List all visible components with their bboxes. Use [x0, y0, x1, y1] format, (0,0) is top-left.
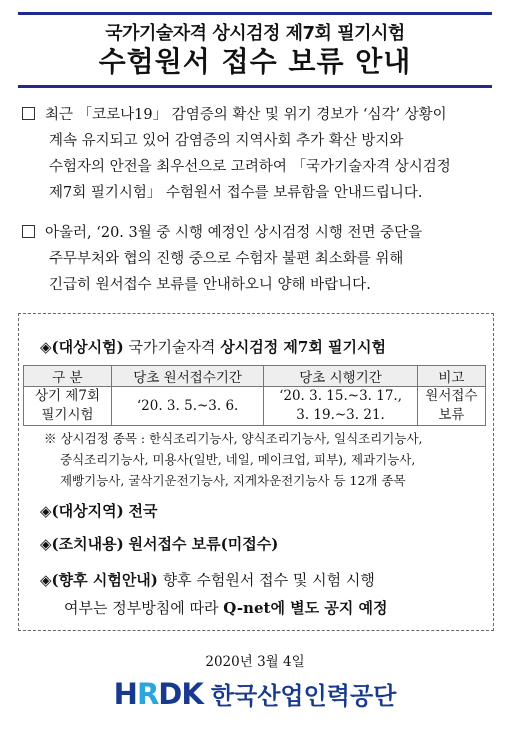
document-subtitle: 국가기술자격 상시검정 제7회 필기시험: [105, 23, 405, 44]
exam-subjects-note: [44, 428, 490, 491]
paragraph-line: 긴급히 원서접수 보류를 안내하오니 양해 바랍니다.: [49, 277, 371, 293]
paragraph-line: 최근 「코로나19」 감염증의 확산 및 위기 경보가 ‘심각’ 상황이: [22, 102, 490, 128]
measure-value: 원서접수 보류(미접수): [128, 535, 279, 553]
qnet-notice-text: Q-net에 별도 공지 예정: [223, 599, 388, 617]
measure-label: ◈(조치내용): [40, 535, 124, 553]
paragraph-line: 아울러, ‘20. 3월 중 시행 예정인 상시검정 시행 전면 중단을: [22, 220, 490, 246]
target-exam-line: [40, 336, 386, 357]
table-header-cell: 비고: [417, 366, 485, 387]
table-row: [24, 387, 486, 426]
target-exam-label: ◈(대상시험): [40, 338, 124, 356]
category-cell: 상기 제7회 필기시험: [24, 387, 112, 426]
target-exam-text: 국가기술자격: [128, 338, 216, 356]
future-notice-line-1: ◈(향후 시험안내) 향후 수험원서 접수 및 시험 시행: [40, 571, 375, 589]
table-header-cell: 당초 원서접수기간: [111, 366, 263, 387]
paragraph-line: 수험자의 안전을 최우선으로 고려하여 「국가기술자격 상시검정: [49, 159, 451, 175]
table-header-cell: 구 분: [24, 366, 112, 387]
notice-paragraph-2: [22, 220, 490, 298]
application-period-cell: ‘20. 3. 5.~3. 6.: [111, 387, 263, 426]
organization-name: 한국산업인력공단: [210, 682, 397, 710]
note-line: ※ 상시검정 종목 : 한식조리기능사, 양식조리기능사, 일식조리기능사,: [44, 431, 423, 446]
bottom-rule: [18, 85, 492, 88]
table-header-cell: 당초 시행기간: [264, 366, 417, 387]
paragraph-line: 계속 유지되고 있어 감염증의 지역사회 추가 확산 방지와: [49, 133, 404, 149]
note-line: 제빵기능사, 굴삭기운전기능사, 지게차운전기능사 등 12개 종목: [60, 473, 406, 488]
table-header-row: [24, 366, 486, 387]
footer: [0, 676, 510, 711]
paragraph-line: 제7회 필기시험」 수험원서 접수를 보류함을 안내드립니다.: [49, 185, 423, 201]
notice-paragraph-1: [22, 102, 490, 206]
remarks-cell: 원서접수 보류: [417, 387, 485, 426]
checkbox-bullet-icon: [22, 107, 35, 120]
future-notice-label: ◈(향후 시험안내): [40, 571, 158, 589]
note-line: 중식조리기능사, 미용사(일반, 네일, 메이크업, 피부), 제과기능사,: [60, 452, 416, 467]
target-region-value: 전국: [128, 502, 158, 520]
target-exam-bold-text: 상시검정 제7회 필기시험: [220, 338, 387, 356]
checkbox-bullet-icon: [22, 225, 35, 238]
future-notice-block: [40, 566, 388, 622]
target-region-line: [40, 500, 157, 521]
hrdk-logo: HRDK: [113, 676, 203, 711]
top-rule: [18, 12, 492, 15]
future-notice-line-2: 여부는 정부방침에 따라 Q-net에 별도 공지 예정: [64, 599, 388, 617]
document-title: 수험원서 접수 보류 안내: [98, 45, 412, 78]
paragraph-line: 주무부처와 협의 진행 중으로 수험자 불편 최소화를 위해: [49, 251, 404, 267]
schedule-table: [23, 365, 486, 426]
exam-period-cell: ‘20. 3. 15.~3. 17., 3. 19.~3. 21.: [264, 387, 417, 426]
issue-date: 2020년 3월 4일: [205, 654, 305, 670]
measure-line: [40, 533, 278, 554]
target-region-label: ◈(대상지역): [40, 502, 124, 520]
